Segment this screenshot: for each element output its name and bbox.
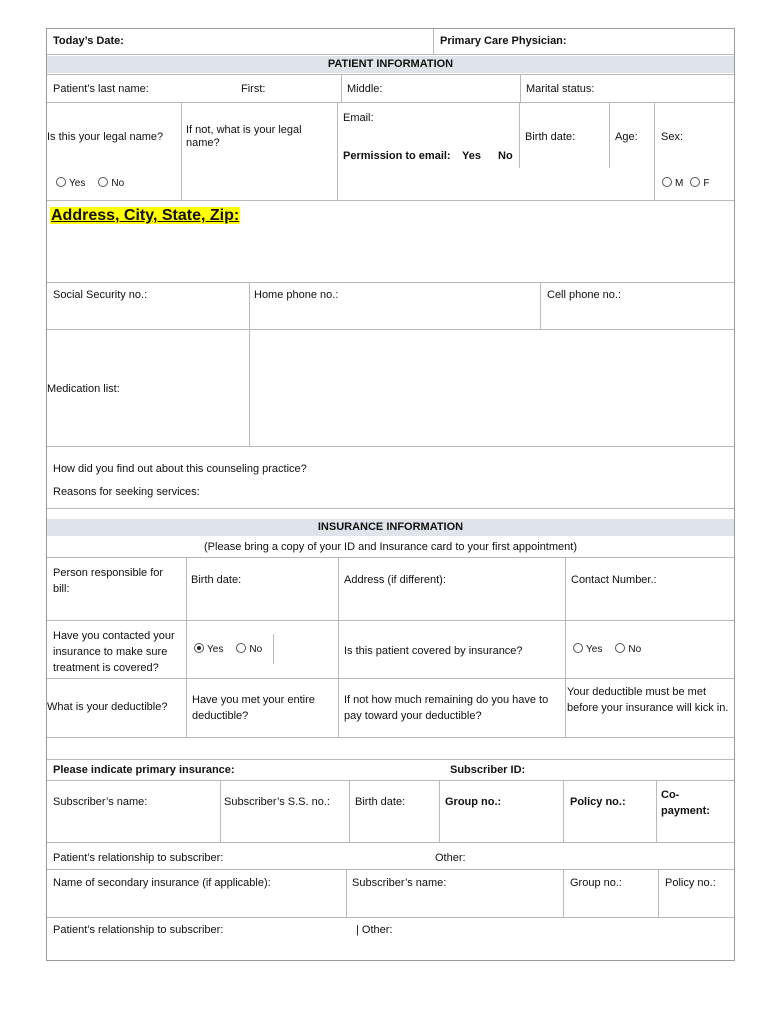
covered-label: Is this patient covered by insurance? xyxy=(344,645,523,657)
primary-insurance-label: Please indicate primary insurance: xyxy=(53,764,235,776)
sex-options xyxy=(662,177,720,190)
secondary-policy-label: Policy no.: xyxy=(665,877,716,889)
relationship-2-other-label: | Other: xyxy=(356,924,393,936)
permission-email-label: Permission to email: xyxy=(343,150,451,162)
todays-date-label: Today’s Date: xyxy=(53,35,124,47)
relationship-label: Patient’s relationship to subscriber: xyxy=(53,852,224,864)
relationship-2-label: Patient’s relationship to subscriber: xyxy=(53,924,224,936)
birth-date-label: Birth date: xyxy=(525,131,576,143)
contacted-yes-radio[interactable]: Yes xyxy=(194,644,223,655)
subscriber-id-label: Subscriber ID: xyxy=(450,764,526,776)
cell-phone-label: Cell phone no.: xyxy=(547,289,621,301)
secondary-subscriber-label: Subscriber’s name: xyxy=(352,877,447,889)
contacted-insurance-label: Have you contacted your insurance to make sure treatment is covered? xyxy=(53,630,175,674)
sex-male-radio[interactable]: M xyxy=(662,178,683,189)
sex-female-radio[interactable]: F xyxy=(690,178,709,189)
ssn-label: Social Security no.: xyxy=(53,289,148,301)
insurance-note: (Please bring a copy of your ID and Insurance card to your first appointment) xyxy=(204,541,577,553)
legal-yes-radio[interactable]: Yes xyxy=(56,178,85,189)
contact-number-label: Contact Number.: xyxy=(571,574,657,586)
email-label: Email: xyxy=(343,112,374,124)
marital-status-label: Marital status: xyxy=(526,83,595,95)
radio-icon xyxy=(573,643,583,653)
legal-name-options xyxy=(56,177,134,190)
insurance-info-title: INSURANCE INFORMATION xyxy=(317,521,464,533)
legal-name-label: Is this your legal name? xyxy=(47,131,164,143)
contacted-options xyxy=(194,643,272,656)
radio-icon xyxy=(98,177,108,187)
ins-birth-date-label: Birth date: xyxy=(191,574,242,586)
deductible-label: What is your deductible? xyxy=(47,701,168,713)
if-not-legal-name-label: If not, what is your legal name? xyxy=(186,124,302,149)
group-no-label: Group no.: xyxy=(445,796,502,808)
first-name-label: First: xyxy=(241,83,266,95)
covered-yes-radio[interactable]: Yes xyxy=(573,644,602,655)
secondary-group-label: Group no.: xyxy=(570,877,622,889)
remaining-deductible-label: If not how much remaining do you have to pay toward your deductible? xyxy=(344,694,549,722)
address-different-label: Address (if different): xyxy=(344,574,446,586)
subscriber-birth-label: Birth date: xyxy=(355,796,406,808)
met-deductible-label: Have you met your entire deductible? xyxy=(192,694,315,722)
copayment-label: Co-payment: xyxy=(661,789,710,817)
found-out-label: How did you find out about this counseling practice? xyxy=(53,463,307,475)
secondary-insurance-label: Name of secondary insurance (if applicable): xyxy=(53,877,271,889)
must-meet-label: Your deductible must be met before your insurance will kick in. xyxy=(567,686,729,714)
radio-icon xyxy=(690,177,700,187)
contacted-no-radio[interactable]: No xyxy=(236,644,262,655)
relationship-other-label: Other: xyxy=(435,852,466,864)
covered-options xyxy=(573,643,651,656)
last-name-label: Patient’s last name: xyxy=(53,83,149,95)
radio-icon xyxy=(662,177,672,187)
subscriber-ss-label: Subscriber’s S.S. no.: xyxy=(224,796,330,808)
sex-label: Sex: xyxy=(661,131,684,143)
address-label: Address, City, State, Zip: xyxy=(51,207,240,224)
policy-no-label: Policy no.: xyxy=(570,796,626,808)
permission-yes[interactable]: Yes xyxy=(462,150,481,162)
age-label: Age: xyxy=(615,131,638,143)
patient-info-title: PATIENT INFORMATION xyxy=(327,58,454,70)
covered-no-radio[interactable]: No xyxy=(615,644,641,655)
radio-selected-icon xyxy=(194,643,204,653)
permission-no[interactable]: No xyxy=(498,150,513,162)
home-phone-label: Home phone no.: xyxy=(254,289,339,301)
middle-name-label: Middle: xyxy=(347,83,383,95)
legal-no-radio[interactable]: No xyxy=(98,178,124,189)
radio-icon xyxy=(615,643,625,653)
subscriber-name-label: Subscriber’s name: xyxy=(53,796,148,808)
reasons-label: Reasons for seeking services: xyxy=(53,486,200,498)
radio-icon xyxy=(56,177,66,187)
responsible-label: Person responsible for bill: xyxy=(53,567,164,595)
medication-label: Medication list: xyxy=(47,383,120,395)
primary-physician-label: Primary Care Physician: xyxy=(440,35,567,47)
radio-icon xyxy=(236,643,246,653)
